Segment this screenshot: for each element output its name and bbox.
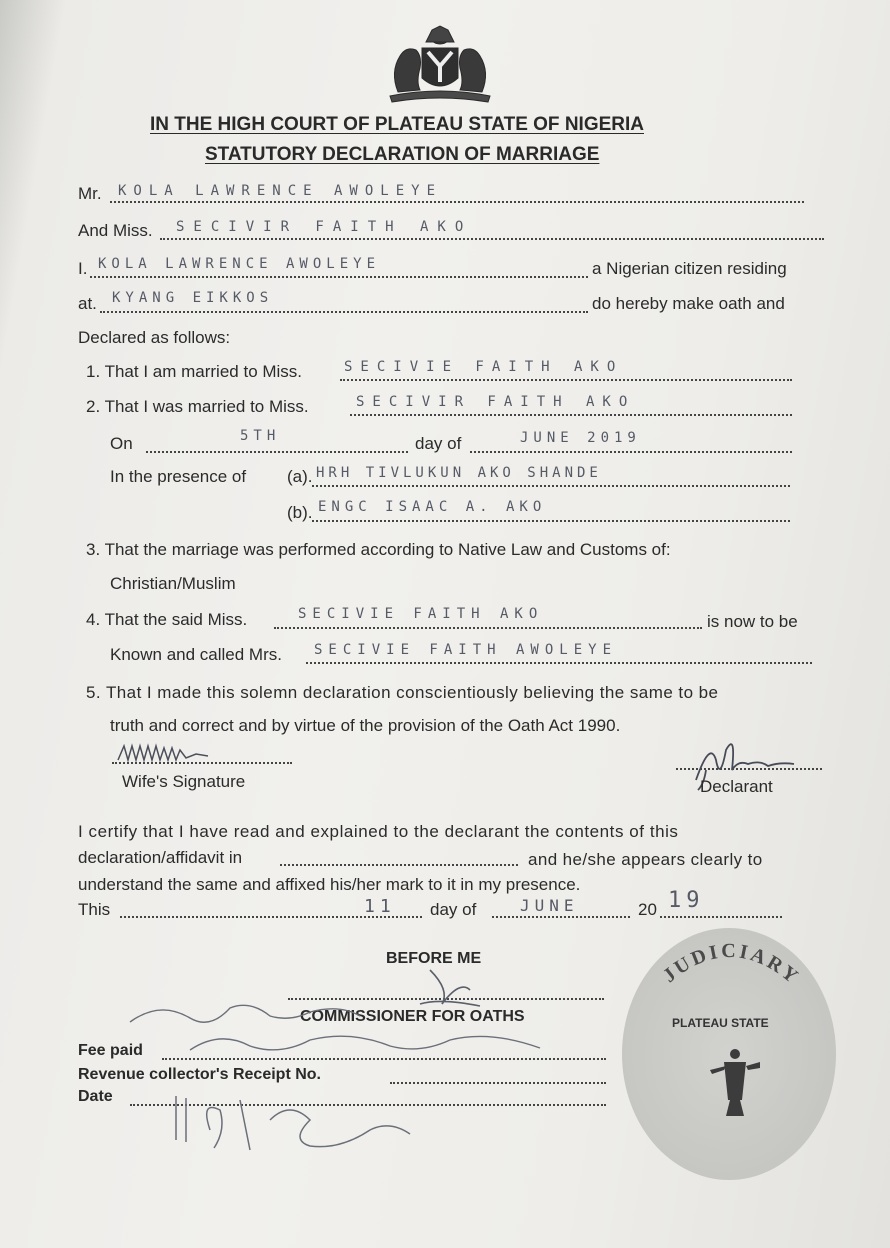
fee-paid-label: Fee paid xyxy=(78,1042,143,1059)
certify-line3: understand the same and affixed his/her mark to it in my presence. xyxy=(78,875,581,894)
mr-value: KOLA LAWRENCE AWOLEYE xyxy=(118,183,443,199)
oath-text: do hereby make oath and xyxy=(592,294,785,313)
i-dotted-line xyxy=(90,276,588,278)
this-value: 11 xyxy=(364,896,396,917)
before-me-label: BEFORE ME xyxy=(386,950,482,967)
on-label: On xyxy=(110,434,133,453)
presence-a-value: HRH TIVLUKUN AKO SHANDE xyxy=(316,465,602,481)
i-label: I. xyxy=(78,259,88,278)
certify-line1: I certify that I have read and explained to the declarant the contents of this xyxy=(78,822,679,841)
mr-label: Mr. xyxy=(78,184,102,203)
certify-day-of-value: JUNE xyxy=(520,896,579,915)
svg-text:JUDICIARY: JUDICIARY xyxy=(658,939,805,990)
certify-language-dotted-line xyxy=(280,864,518,866)
year-value: 19 xyxy=(668,888,705,913)
miss-dotted-line xyxy=(160,238,824,240)
commissioner-signature-scribble xyxy=(120,960,610,1070)
known-label: Known and called Mrs. xyxy=(110,645,282,664)
item4-label: 4. That the said Miss. xyxy=(86,610,248,629)
seal-state-text: PLATEAU STATE xyxy=(672,1016,769,1030)
presence-b-value: ENGC ISAAC A. AKO xyxy=(318,499,547,515)
presence-b-dotted-line xyxy=(312,520,790,522)
item2-value: SECIVIR FAITH AKO xyxy=(356,394,636,410)
day-of-value: JUNE 2019 xyxy=(520,430,641,446)
on-value: 5TH xyxy=(240,428,281,444)
day-of-label: day of xyxy=(415,434,462,453)
receipt-label: Revenue collector's Receipt No. xyxy=(78,1066,321,1083)
item1-value: SECIVIE FAITH AKO xyxy=(344,359,624,375)
wife-signature-scribble xyxy=(116,742,216,766)
year-dotted-line xyxy=(660,916,782,918)
at-dotted-line xyxy=(100,311,588,313)
seal-figure-icon xyxy=(690,1040,780,1120)
fee-paid-dotted-line xyxy=(162,1058,606,1060)
document-title: STATUTORY DECLARATION OF MARRIAGE xyxy=(205,144,600,165)
miss-value: SECIVIR FAITH AKO xyxy=(176,219,473,235)
at-value: KYANG EIKKOS xyxy=(112,290,274,306)
mr-dotted-line xyxy=(110,201,804,203)
day-of-dotted-line xyxy=(470,451,792,453)
judiciary-seal-arc-text xyxy=(640,928,820,998)
certify-line2-start: declaration/affidavit in xyxy=(78,848,243,867)
presence-a-label: (a). xyxy=(287,467,313,486)
wife-signature-label: Wife's Signature xyxy=(122,772,246,791)
item4-suffix: is now to be xyxy=(707,612,798,631)
item2-label: 2. That I was married to Miss. xyxy=(86,397,309,416)
presence-b-label: (b). xyxy=(287,503,313,522)
presence-label: In the presence of xyxy=(110,467,247,486)
court-title: IN THE HIGH COURT OF PLATEAU STATE OF NIGERIA xyxy=(150,114,644,135)
declared-text: Declared as follows: xyxy=(78,328,231,347)
item2-dotted-line xyxy=(350,414,792,416)
date-label: Date xyxy=(78,1088,113,1105)
receipt-dotted-line xyxy=(390,1082,606,1084)
item1-dotted-line xyxy=(340,379,792,381)
presence-a-dotted-line xyxy=(312,485,790,487)
item5-line2: truth and correct and by virtue of the provision of the Oath Act 1990. xyxy=(110,716,621,735)
item5-line1: 5. That I made this solemn declaration conscientiously believing the same to be xyxy=(86,683,719,702)
certify-line2-end: and he/she appears clearly to xyxy=(528,850,763,869)
citizen-text: a Nigerian citizen residing xyxy=(592,259,787,278)
miss-label: And Miss. xyxy=(78,221,153,240)
certify-day-of-label: day of xyxy=(430,900,477,919)
item3-line1: 3. That the marriage was performed according to Native Law and Customs of: xyxy=(86,540,671,559)
item3-line2: Christian/Muslim xyxy=(110,574,236,593)
i-value: KOLA LAWRENCE AWOLEYE xyxy=(98,256,381,272)
date-handwriting-scribble xyxy=(170,1090,430,1160)
item4-value: SECIVIE FAITH AKO xyxy=(298,606,544,622)
certify-day-of-dotted-line xyxy=(492,916,630,918)
item1-label: 1. That I am married to Miss. xyxy=(86,362,303,381)
coat-of-arms-icon xyxy=(380,22,500,104)
item4-dotted-line xyxy=(274,627,702,629)
year-label: 20 xyxy=(638,900,657,919)
on-dotted-line xyxy=(146,451,408,453)
commissioner-label: COMMISSIONER FOR OATHS xyxy=(300,1008,525,1025)
known-value: SECIVIE FAITH AWOLEYE xyxy=(314,642,618,658)
declarant-label: Declarant xyxy=(700,777,773,796)
this-label: This xyxy=(78,900,111,919)
known-dotted-line xyxy=(306,662,812,664)
at-label: at. xyxy=(78,294,97,313)
